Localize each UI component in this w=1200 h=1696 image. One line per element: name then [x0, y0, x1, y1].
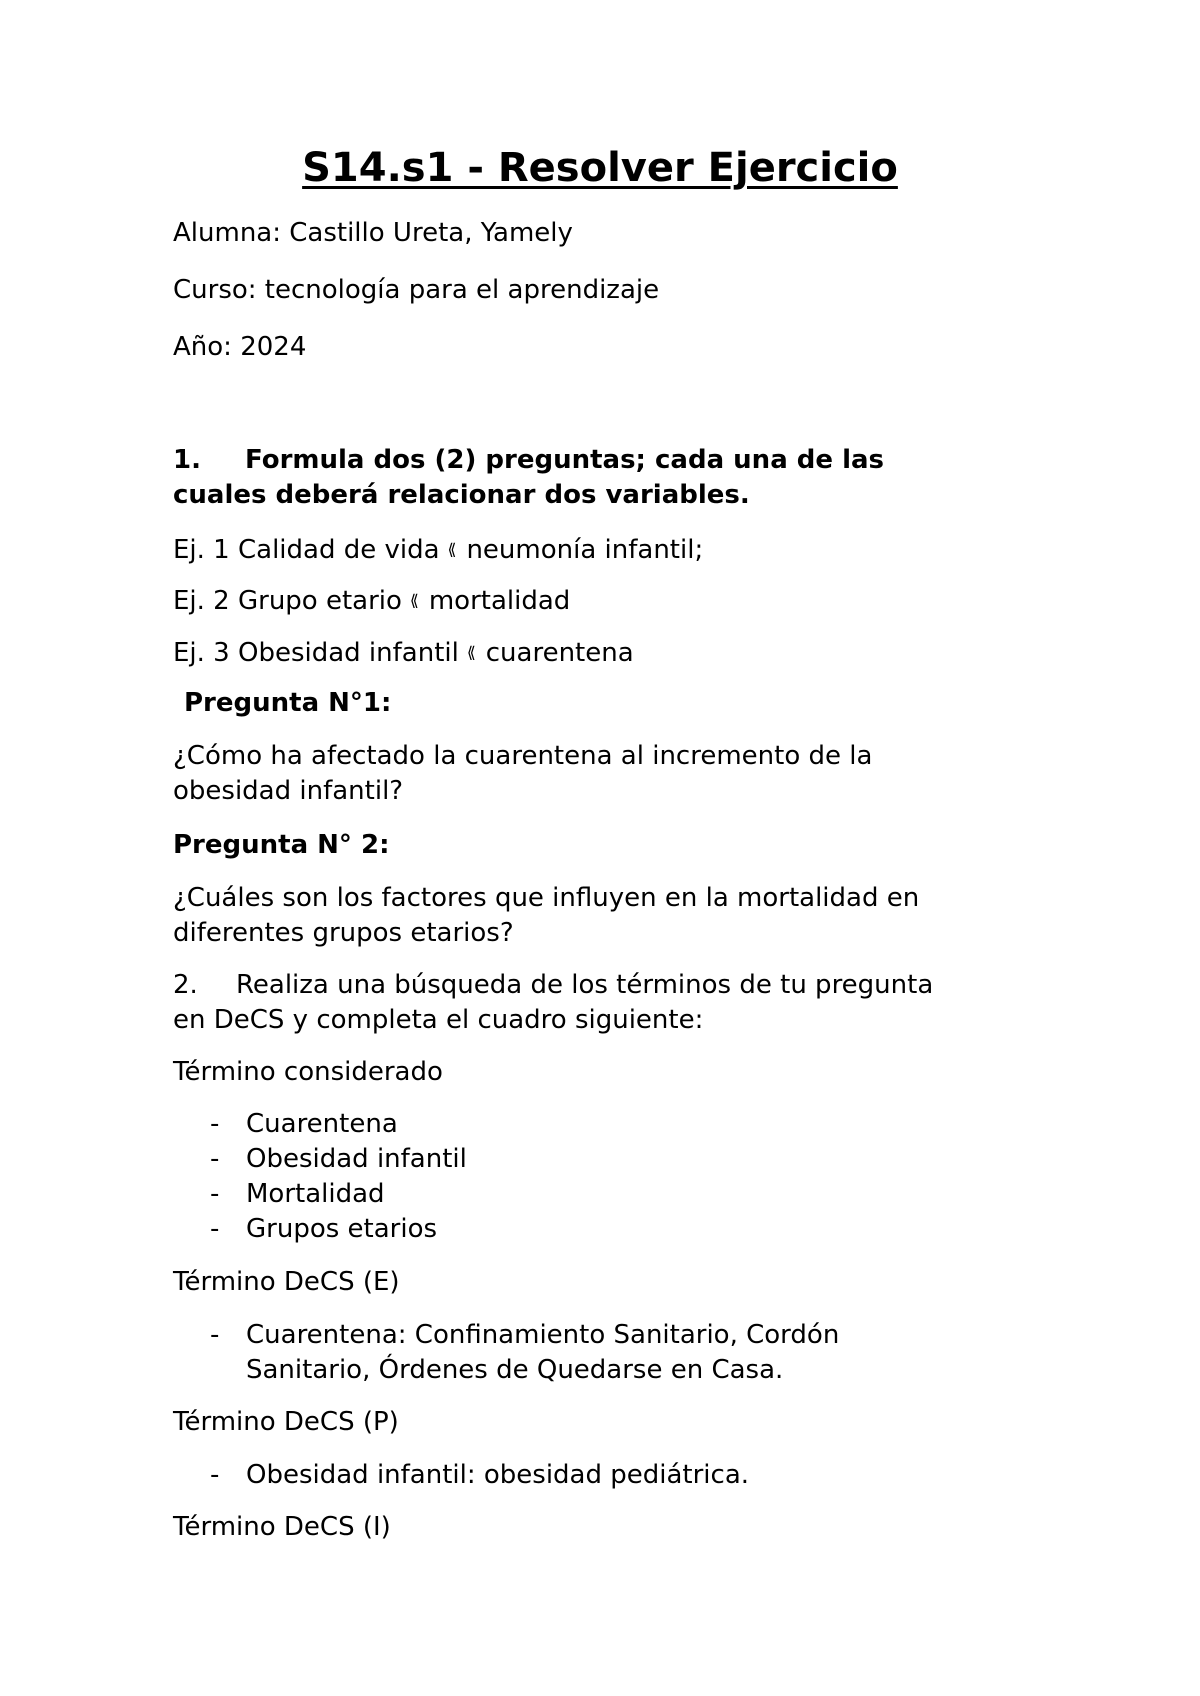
arrow-icon: ⟪	[466, 643, 476, 662]
list-dash: -	[210, 1179, 220, 1209]
section1-number: 1.	[173, 445, 201, 475]
section1-heading-line2: cuales deberá relacionar dos variables.	[173, 480, 750, 510]
section2-number: 2.	[173, 970, 198, 1000]
decs-e-line2: Sanitario, Órdenes de Quedarse en Casa.	[246, 1355, 784, 1385]
student-name: Alumna: Castillo Ureta, Yamely	[173, 218, 573, 248]
section2-heading-text: Realiza una búsqueda de los términos de tu pregunta	[236, 970, 934, 1000]
example-2-right: mortalidad	[428, 586, 571, 616]
document-title: S14.s1 - Resolver Ejercicio	[302, 145, 898, 191]
list-item: Cuarentena	[246, 1109, 398, 1139]
course-name: Curso: tecnología para el aprendizaje	[173, 275, 660, 305]
example-1-right: neumonía infantil;	[466, 535, 704, 565]
arrow-icon: ⟪	[409, 591, 419, 610]
example-3	[173, 635, 634, 671]
list-dash: -	[210, 1320, 220, 1350]
list-item: Mortalidad	[246, 1179, 385, 1209]
example-1-left: Ej. 1 Calidad de vida	[173, 535, 440, 565]
question-2-label: Pregunta N° 2:	[173, 830, 390, 860]
example-3-left: Ej. 3 Obesidad infantil	[173, 638, 459, 668]
list-dash: -	[210, 1109, 220, 1139]
arrow-icon: ⟪	[447, 540, 457, 559]
list-item: Grupos etarios	[246, 1214, 438, 1244]
list-dash: -	[210, 1460, 220, 1490]
section1-heading-line1	[173, 443, 884, 478]
example-2	[173, 583, 570, 619]
term-considered-label: Término considerado	[173, 1057, 443, 1087]
year-label: Año: 2024	[173, 332, 307, 362]
decs-i-label: Término DeCS (I)	[173, 1512, 391, 1542]
decs-e-label: Término DeCS (E)	[173, 1267, 400, 1297]
question-1-line1: ¿Cómo ha afectado la cuarentena al incremento de la	[173, 741, 873, 771]
decs-e-line1: Cuarentena: Confinamiento Sanitario, Cordón	[246, 1320, 840, 1350]
list-dash: -	[210, 1214, 220, 1244]
section2-line1	[173, 968, 933, 1003]
example-1	[173, 532, 703, 568]
list-dash: -	[210, 1144, 220, 1174]
section2-line2: en DeCS y completa el cuadro siguiente:	[173, 1005, 704, 1035]
list-item: Obesidad infantil	[246, 1144, 467, 1174]
decs-p-line1: Obesidad infantil: obesidad pediátrica.	[246, 1460, 750, 1490]
question-1-line2: obesidad infantil?	[173, 776, 404, 806]
question-2-line2: diferentes grupos etarios?	[173, 918, 514, 948]
example-3-right: cuarentena	[485, 638, 634, 668]
question-2-line1: ¿Cuáles son los factores que influyen en la mortalidad en	[173, 883, 920, 913]
example-2-left: Ej. 2 Grupo etario	[173, 586, 402, 616]
section1-heading-text: Formula dos (2) preguntas; cada una de las	[245, 445, 885, 475]
decs-p-label: Término DeCS (P)	[173, 1407, 399, 1437]
question-1-label: Pregunta N°1:	[184, 688, 392, 718]
